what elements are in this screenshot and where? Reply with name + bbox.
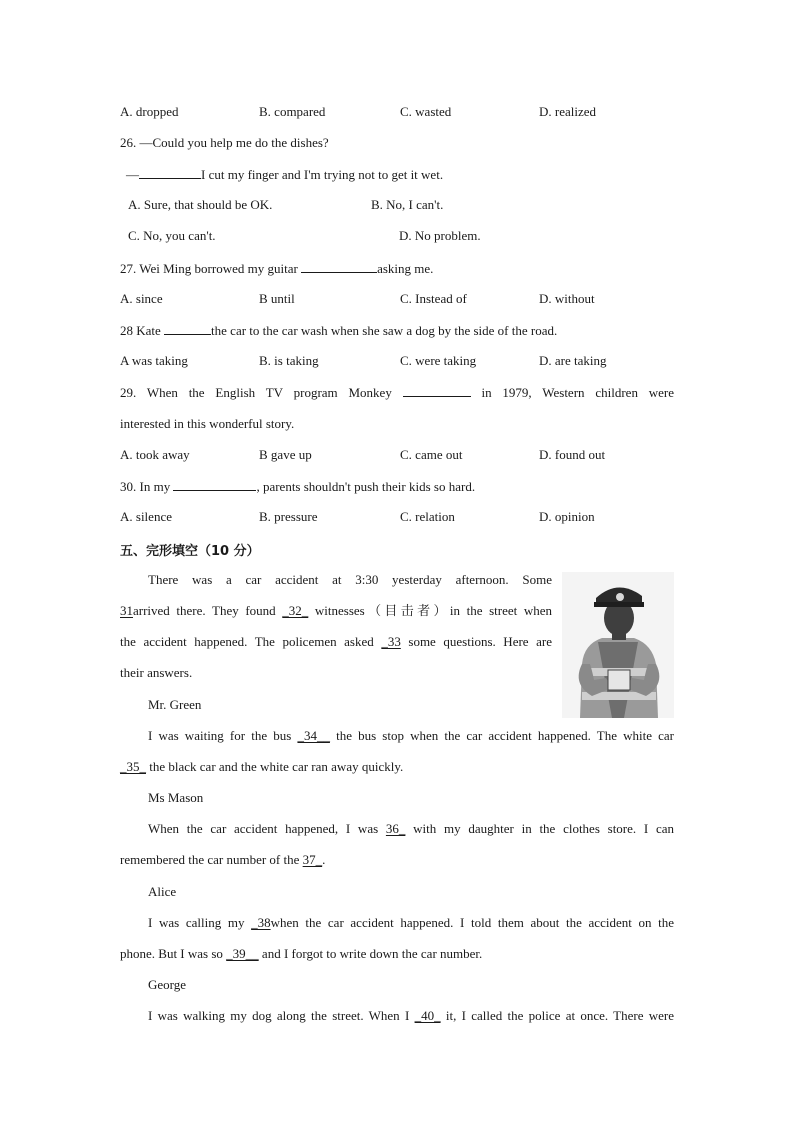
- question-30: [120, 478, 475, 495]
- answer-blank: [173, 478, 256, 491]
- option-d: D. are taking: [539, 353, 607, 368]
- blank-31: 31: [120, 603, 133, 618]
- option-d: D. opinion: [539, 509, 595, 524]
- option-d: D. realized: [539, 104, 597, 119]
- passage-text: when the car accident happened. I told them about the accident on the: [270, 915, 674, 930]
- option-c: C. came out: [400, 447, 463, 462]
- answer-blank: [301, 260, 377, 273]
- option-a: A. Sure, that should be OK.: [128, 197, 273, 212]
- passage-text: remembered the car number of the: [120, 852, 300, 867]
- question-text-end: in 1979, Western children were: [481, 385, 675, 400]
- option-c: C. were taking: [400, 353, 477, 368]
- question-27: [120, 260, 433, 277]
- question-text: 28 Kate: [120, 323, 161, 338]
- option-b: B. compared: [259, 104, 326, 119]
- question-text: 29. When the English TV program Monkey: [120, 385, 392, 400]
- passage-text: and I forgot to write down the car number.: [261, 946, 483, 961]
- passage-text: .: [322, 852, 326, 867]
- passage-line: [120, 634, 552, 650]
- passage-text: the accident happened. The policemen asked: [120, 634, 374, 649]
- answer-text: I cut my finger and I'm trying not to get it wet.: [201, 167, 444, 182]
- question-text-end: the car to the car wash when she saw a dog by the side of the road.: [211, 323, 558, 338]
- option-d: D. found out: [539, 447, 606, 462]
- question-26: 26. —Could you help me do the dishes?: [120, 135, 329, 150]
- option-a: A. took away: [120, 447, 190, 462]
- answer-blank: [139, 166, 201, 179]
- speaker-name: Alice: [148, 884, 177, 899]
- blank-37: 37_: [302, 852, 323, 867]
- answer-blank: [403, 384, 471, 397]
- speaker-name: Ms Mason: [148, 790, 204, 805]
- dash: —: [126, 167, 139, 182]
- passage-line: [148, 915, 674, 931]
- question-text: 27. Wei Ming borrowed my guitar: [120, 261, 298, 276]
- passage-text: the black car and the white car ran away quickly.: [149, 759, 404, 774]
- blank-40: _40_: [414, 1008, 441, 1023]
- option-d: D. No problem.: [399, 228, 481, 243]
- passage-line: [120, 852, 325, 868]
- speaker-name: Mr. Green: [148, 697, 202, 712]
- policeman-illustration: [562, 572, 674, 718]
- passage-line: their answers.: [120, 665, 193, 680]
- passage-text: phone. But I was so: [120, 946, 223, 961]
- passage-text: I was calling my: [148, 915, 245, 930]
- passage-line: [148, 821, 674, 837]
- blank-33: _33: [381, 634, 401, 649]
- question-29-continued: interested in this wonderful story.: [120, 416, 295, 431]
- question-26-answer: [126, 166, 443, 183]
- blank-34: _34__: [297, 728, 330, 743]
- option-b: B. is taking: [259, 353, 319, 368]
- answer-blank: [164, 322, 211, 335]
- passage-line: [120, 946, 482, 962]
- question-text-end: , parents shouldn't push their kids so hard.: [256, 479, 476, 494]
- option-c: C. relation: [400, 509, 455, 524]
- passage-line: [120, 759, 403, 775]
- option-d: D. without: [539, 291, 595, 306]
- section-heading: 五、完形填空（10 分）: [120, 544, 260, 559]
- option-a: A. silence: [120, 509, 172, 524]
- passage-text: I was waiting for the bus: [148, 728, 292, 743]
- question-text-end: asking me.: [377, 261, 434, 276]
- blank-39: _39__: [226, 946, 259, 961]
- blank-35: _35_: [120, 759, 146, 774]
- passage-text: some questions. Here are: [408, 634, 552, 649]
- question-28: [120, 322, 557, 339]
- passage-line: [148, 1008, 674, 1024]
- option-a: A was taking: [120, 353, 188, 368]
- passage-text: When the car accident happened, I was: [148, 821, 379, 836]
- passage-line: [148, 728, 674, 744]
- passage-text: arrived there. They found: [133, 603, 276, 618]
- question-29: [120, 384, 674, 401]
- option-c: C. wasted: [400, 104, 452, 119]
- option-b: B. No, I can't.: [371, 197, 444, 212]
- option-a: A. since: [120, 291, 163, 306]
- passage-text: with my daughter in the clothes store. I can: [413, 821, 675, 836]
- blank-36: 36_: [385, 821, 406, 836]
- option-b: B until: [259, 291, 295, 306]
- option-b: B gave up: [259, 447, 312, 462]
- speaker-name: George: [148, 977, 187, 992]
- passage-text: it, I called the police at once. There were: [445, 1008, 675, 1023]
- option-a: A. dropped: [120, 104, 179, 119]
- passage-line: There was a car accident at 3:30 yesterday afternoon. Some: [148, 572, 552, 587]
- option-c: C. Instead of: [400, 291, 467, 306]
- option-c: C. No, you can't.: [128, 228, 216, 243]
- passage-text: I was walking my dog along the street. When I: [148, 1008, 410, 1023]
- passage-text: witnesses（目击者）in the street when: [314, 603, 552, 618]
- passage-line: [120, 603, 552, 619]
- blank-32: _32_: [282, 603, 309, 618]
- passage-text: the bus stop when the car accident happened. The white car: [336, 728, 675, 743]
- blank-38: _38: [251, 915, 271, 930]
- option-b: B. pressure: [259, 509, 318, 524]
- question-text: 30. In my: [120, 479, 171, 494]
